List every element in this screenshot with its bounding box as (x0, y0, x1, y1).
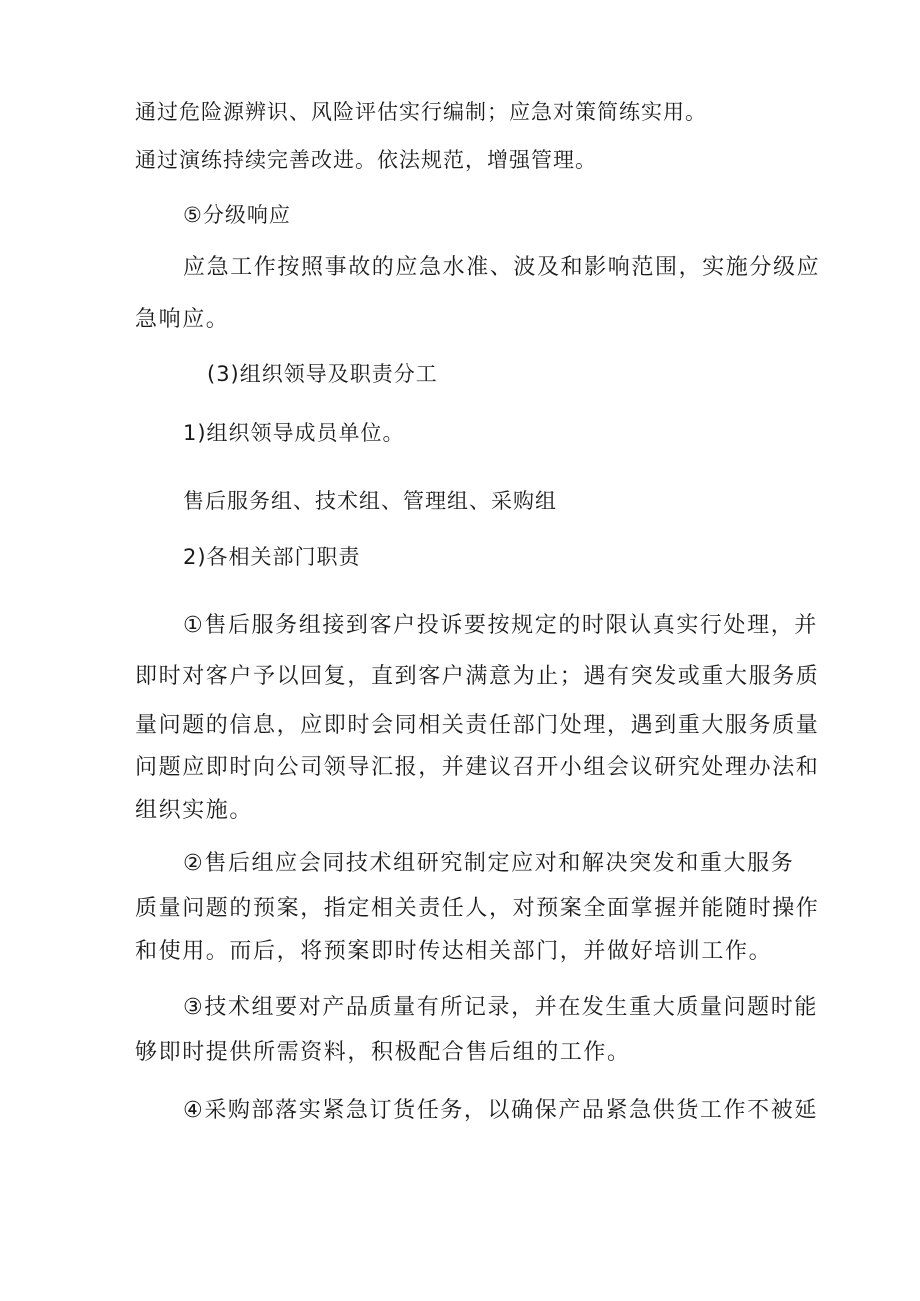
text-line: 和使用。而后，将预案即时传达相关部门，并做好培训工作。 (135, 939, 773, 964)
text-line: 够即时提供所需资料，积极配合售后组的工作。 (135, 1040, 631, 1065)
text-line: 即时对客户予以回复，直到客户满意为止；遇有突发或重大服务质 (135, 664, 820, 689)
text-line: ③技术组要对产品质量有所记录，并在发生重大质量问题时能 (183, 995, 818, 1020)
text-line: 质量问题的预案，指定相关责任人，对预案全面掌握并能随时操作 (135, 896, 820, 921)
text-line: 通过危险源辨识、风险评估实行编制；应急对策简练实用。 (135, 100, 707, 124)
section-heading: ⑤分级响应 (183, 203, 291, 227)
text-line: 量问题的信息，应即时会同相关责任部门处理，遇到重大服务质量 (135, 713, 820, 738)
text-line: 应急工作按照事故的应急水准、波及和影响范围，实施分级应 (183, 255, 821, 280)
text-line: 组织实施。 (135, 798, 254, 823)
text-line: 问题应即时向公司领导汇报，并建议召开小组会议研究处理办法和 (135, 755, 820, 780)
text-line: 急响应。 (135, 307, 230, 332)
section-heading: 1)组织领导成员单位。 (183, 421, 405, 445)
text-line: 通过演练持续完善改进。依法规范，增强管理。 (135, 148, 597, 172)
section-heading: (3)组织领导及职责分工 (207, 362, 438, 386)
text-line: 售后服务组、技术组、管理组、采购组 (183, 489, 557, 513)
text-line: ①售后服务组接到客户投诉要按规定的时限认真实行处理，并 (183, 613, 818, 638)
text-line: ②售后组应会同技术组研究制定应对和解决突发和重大服务 (183, 851, 795, 876)
text-line: ④采购部落实紧急订货任务，以确保产品紧急供货工作不被延 (183, 1098, 818, 1123)
section-heading: 2)各相关部门职责 (183, 545, 361, 569)
